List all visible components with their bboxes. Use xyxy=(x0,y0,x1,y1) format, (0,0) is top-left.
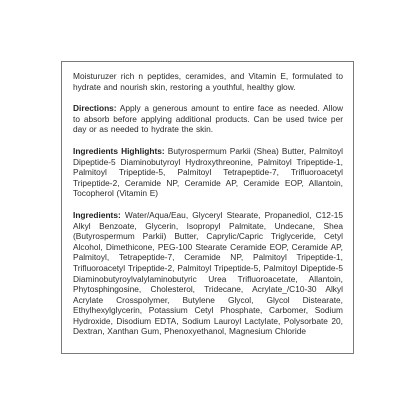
ingredients-highlights-section xyxy=(73,146,343,199)
product-description xyxy=(73,71,343,92)
ingredients-text: Water/Aqua/Eau, Glyceryl Stearate, Propanediol, C12-15 Alkyl Benzoate, Glycerin, Isopropyl Palmitate, Undecane, Shea (Butyrospermum Parkii) Butter, Caprylic/Capric Triglyceride, Cetyl Alcohol, Dimethicone, PEG-100 Stearate Ceramide EOP, Ceramide AP, Palmitoyl, Tetrapeptide-7, Ceramide NP, Palmitoyl Tripeptide-1, Trifluoroacetyl Tripeptide-2, Palmitoyl Tripeptide-5, Palmitoyl Dipeptide-5 Diaminobutyroylvalylaminobutyric Urea Trifluoroacetate, Allantoin, Phytosphingosine, Cholesterol, Tridecane, Acrylate_/C10-30 Alkyl Acrylate Crosspolymer, Butylene Glycol, Glycol Distearate, Ethylhexylglycerin, Potassium Cetyl Phosphate, Carbomer, Sodium Hydroxide, Disodium EDTA, Sodium Lauroyl Lactylate, Polysorbate 20, Dextran, Xanthan Gum, Phenoxyethanol, Magnesium Chloride xyxy=(73,209,343,337)
directions-section xyxy=(73,103,343,135)
directions-text: Apply a generous amount to entire face as needed. Allow to absorb before applying additional products. Can be used twice per day or as needed to hydrate the skin. xyxy=(73,103,343,135)
product-description-text: Moisturuzer rich n peptides, ceramides, and Vitamin E, formulated to hydrate and nourish skin, restoring a youthful, healthy glow. xyxy=(73,71,343,92)
directions-heading: Directions: xyxy=(73,103,117,114)
product-info-panel xyxy=(61,61,354,354)
ingredients-highlights-text: Butyrospermum Parkii (Shea) Butter, Palmitoyl Dipeptide-5 Diaminobutyroyl Hydroxythreonine, Palmitoyl Tripeptide-1, Palmitoyl Tripeptide-5, Palmitoyl Tetrapeptide-7, Trifluoroacetyl Tripeptide-2, Ceramide NP, Ceramide AP, Ceramide EOP, Allantoin, Tocopherol (Vitamin E) xyxy=(73,145,343,199)
ingredients-heading: Ingredients: xyxy=(73,209,121,220)
ingredients-section xyxy=(73,210,343,337)
ingredients-highlights-heading: Ingredients Highlights: xyxy=(73,145,165,156)
